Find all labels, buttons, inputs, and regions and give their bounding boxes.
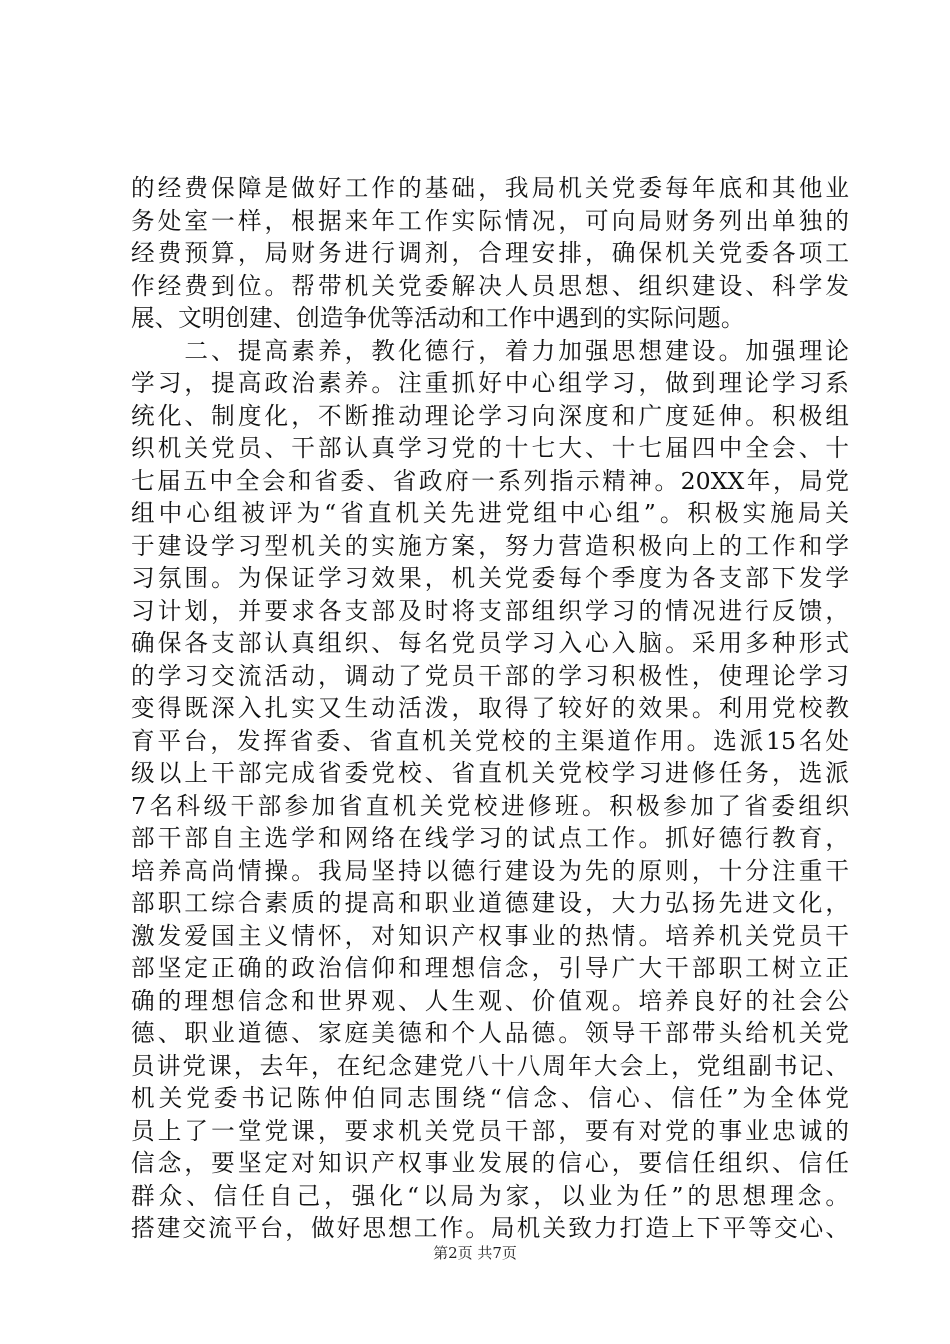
- text-line: 搭建交流平台，做好思想工作。局机关致力打造上下平等交心、: [131, 1214, 849, 1242]
- text-line: 德、职业道德、家庭美德和个人品德。领导干部带头给机关党: [131, 1019, 849, 1047]
- text-line: 组中心组被评为“省直机关先进党组中心组”。积极实施局关: [131, 499, 849, 527]
- text-line: 的经费保障是做好工作的基础，我局机关党委每年底和其他业: [131, 174, 849, 202]
- text-line: 作经费到位。帮带机关党委解决人员思想、组织建设、科学发: [131, 271, 849, 300]
- text-line: 于建设学习型机关的实施方案，努力营造积极向上的工作和学: [131, 531, 849, 560]
- text-line: 统化、制度化，不断推动理论学习向深度和广度延伸。积极组: [131, 401, 849, 430]
- text-line: 育平台，发挥省委、省直机关党校的主渠道作用。选派15名处: [131, 726, 849, 755]
- text-line: 部干部自主选学和网络在线学习的试点工作。抓好德行教育，: [131, 824, 849, 852]
- text-line: 七届五中全会和省委、省政府一系列指示精神。20XX年，局党: [131, 466, 849, 495]
- text-line: 经费预算，局财务进行调剂，合理安排，确保机关党委各项工: [131, 239, 849, 267]
- text-line: 7名科级干部参加省直机关党校进修班。积极参加了省委组织: [131, 791, 849, 820]
- text-line: 员上了一堂党课，要求机关党员干部，要有对党的事业忠诚的: [131, 1116, 849, 1145]
- body-text: [131, 172, 849, 1245]
- text-line: 展、文明创建、创造争优等活动和工作中遇到的实际问题。: [131, 304, 745, 332]
- text-line: 务处室一样，根据来年工作实际情况，可向局财务列出单独的: [131, 206, 849, 235]
- text-line: 激发爱国主义情怀，对知识产权事业的热情。培养机关党员干: [131, 921, 849, 950]
- text-line: 变得既深入扎实又生动活泼，取得了较好的效果。利用党校教: [131, 694, 849, 722]
- text-line: 织机关党员、干部认真学习党的十七大、十七届四中全会、十: [131, 434, 849, 462]
- text-line: 确的理想信念和世界观、人生观、价值观。培养良好的社会公: [131, 986, 849, 1015]
- text-line: 机关党委书记陈仲伯同志围绕“信念、信心、信任”为全体党: [131, 1084, 849, 1112]
- text-line: 确保各支部认真组织、每名党员学习入心入脑。采用多种形式: [131, 629, 849, 657]
- text-line: 的学习交流活动，调动了党员干部的学习积极性，使理论学习: [131, 661, 849, 690]
- text-line: 学习，提高政治素养。注重抓好中心组学习，做到理论学习系: [131, 369, 849, 397]
- text-line: 部坚定正确的政治信仰和理想信念，引导广大干部职工树立正: [131, 954, 849, 982]
- text-line: 级以上干部完成省委党校、省直机关党校学习进修任务，选派: [131, 759, 849, 787]
- text-line: 习氛围。为保证学习效果，机关党委每个季度为各支部下发学: [131, 564, 849, 592]
- text-line: 二、提高素养，教化德行，着力加强思想建设。加强理论: [131, 336, 849, 365]
- text-line: 培养高尚情操。我局坚持以德行建设为先的原则，十分注重干: [131, 856, 849, 885]
- text-line: 群众、信任自己，强化“以局为家，以业为任”的思想理念。: [131, 1181, 849, 1210]
- text-line: 信念，要坚定对知识产权事业发展的信心，要信任组织、信任: [131, 1149, 849, 1177]
- page-footer: 第2页 共7页: [433, 1244, 517, 1262]
- text-line: 习计划，并要求各支部及时将支部组织学习的情况进行反馈，: [131, 596, 849, 625]
- text-line: 员讲党课，去年，在纪念建党八十八周年大会上，党组副书记、: [131, 1051, 849, 1080]
- text-line: 部职工综合素质的提高和职业道德建设，大力弘扬先进文化，: [131, 889, 849, 917]
